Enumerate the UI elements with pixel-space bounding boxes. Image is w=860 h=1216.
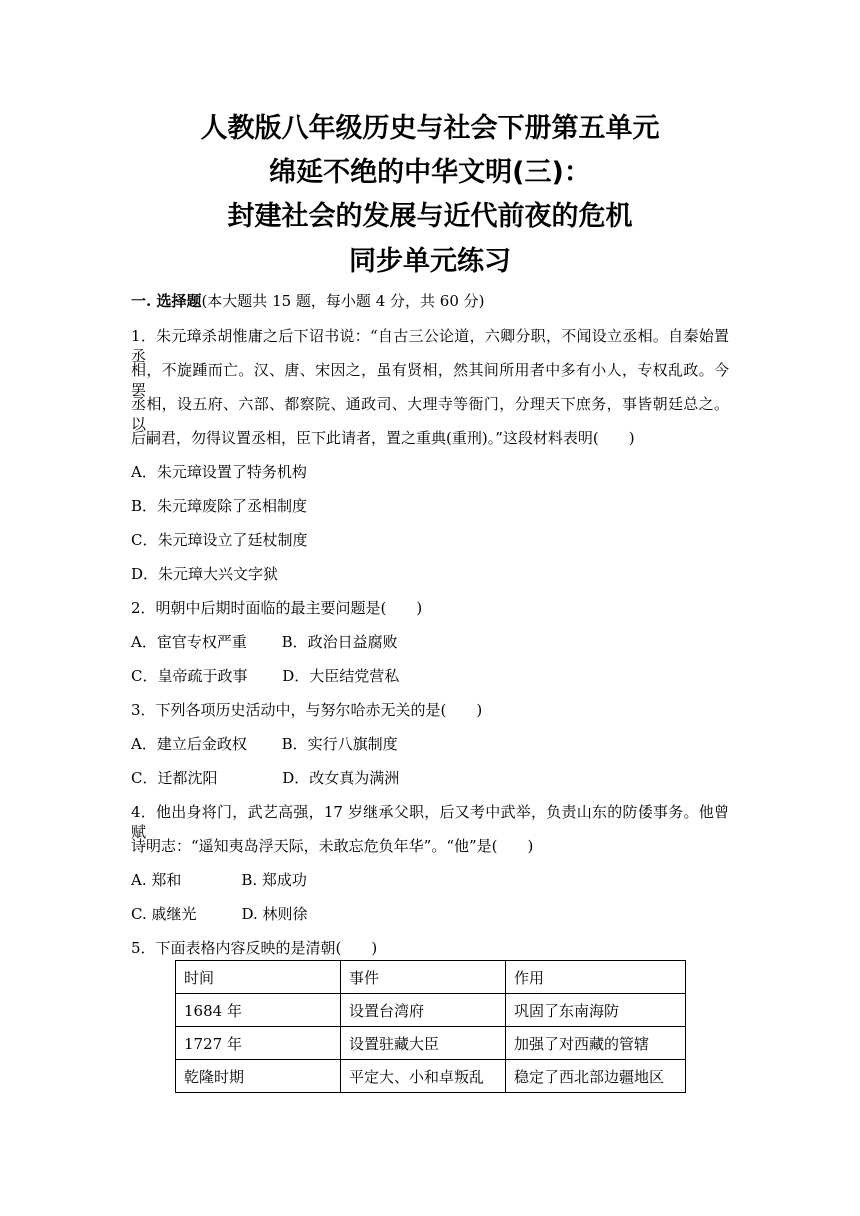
table-row — [176, 1027, 686, 1060]
table-cell: 平定大、小和卓叛乱 — [341, 1060, 506, 1093]
q2-options-row-2: C．皇帝疏于政事 D．大臣结党营私 — [131, 667, 400, 685]
table-cell: 设置台湾府 — [341, 994, 506, 1027]
q4-options-row-1: A. 郑和 B. 郑成功 — [131, 871, 307, 889]
q1-stem-line-4: 后嗣君，勿得议置丞相，臣下此请者，置之重典(重刑)。”这段材料表明( ) — [131, 429, 635, 447]
q1-option-b: B．朱元璋废除了丞相制度 — [131, 497, 308, 515]
table-cell: 1684 年 — [176, 994, 341, 1027]
q3-options-row-1: A．建立后金政权 B．实行八旗制度 — [131, 735, 398, 753]
table-cell: 巩固了东南海防 — [506, 994, 686, 1027]
q5-stem: 5．下面表格内容反映的是清朝( ) — [131, 939, 378, 957]
q2-stem: 2．明朝中后期时面临的最主要问题是( ) — [131, 599, 423, 617]
section-heading — [131, 291, 484, 311]
q4-stem-line-2: 诗明志：“遥知夷岛浮天际，未敢忘危负年华”。“他”是( ) — [131, 837, 534, 855]
table-header-row — [176, 961, 686, 994]
q3-options-row-2: C．迁都沈阳 D．改女真为满洲 — [131, 769, 400, 787]
q1-stem-line-2: 相，不旋踵而亡。汉、唐、宋因之，虽有贤相，然其间所用者中多有小人，专权乱政。今罢 — [131, 361, 729, 399]
document-title-line-1: 人教版八年级历史与社会下册第五单元 — [200, 113, 660, 144]
section-heading-label: 一. 选择题 — [131, 292, 202, 310]
q4-options-row-2: C. 戚继光 D. 林则徐 — [131, 905, 308, 923]
table-header-cell: 时间 — [176, 961, 341, 994]
table-cell: 乾隆时期 — [176, 1060, 341, 1093]
table-cell: 设置驻藏大臣 — [341, 1027, 506, 1060]
table-header-cell: 作用 — [506, 961, 686, 994]
section-heading-note: (本大题共 15 题，每小题 4 分，共 60 分) — [201, 292, 485, 310]
table-cell: 稳定了西北部边疆地区 — [506, 1060, 686, 1093]
q3-stem: 3．下列各项历史活动中，与努尔哈赤无关的是( ) — [131, 701, 483, 719]
q4-stem-line-1: 4．他出身将门，武艺高强，17 岁继承父职，后又考中武举，负责山东的防倭事务。他曾赋 — [131, 803, 729, 841]
q1-option-c: C．朱元璋设立了廷杖制度 — [131, 531, 308, 549]
document-title-line-3: 封建社会的发展与近代前夜的危机 — [227, 201, 633, 232]
document-title-line-4: 同步单元练习 — [349, 246, 511, 277]
q5-table — [175, 960, 686, 1093]
table-row — [176, 994, 686, 1027]
table-cell: 加强了对西藏的管辖 — [506, 1027, 686, 1060]
q1-option-a: A．朱元璋设置了特务机构 — [131, 463, 307, 481]
q1-stem-line-3: 丞相，设五府、六部、都察院、通政司、大理寺等衙门，分理天下庶务，事皆朝廷总之。以 — [131, 395, 729, 433]
table-row — [176, 1060, 686, 1093]
document-title-line-2: 绵延不绝的中华文明(三)： — [269, 157, 591, 188]
q1-option-d: D．朱元璋大兴文字狱 — [131, 565, 279, 583]
q2-options-row-1: A．宦官专权严重 B．政治日益腐败 — [131, 633, 398, 651]
table-header-cell: 事件 — [341, 961, 506, 994]
table-cell: 1727 年 — [176, 1027, 341, 1060]
q1-stem-line-1: 1．朱元璋杀胡惟庸之后下诏书说：“自古三公论道，六卿分职，不闻设立丞相。自秦始置丞 — [131, 327, 729, 365]
